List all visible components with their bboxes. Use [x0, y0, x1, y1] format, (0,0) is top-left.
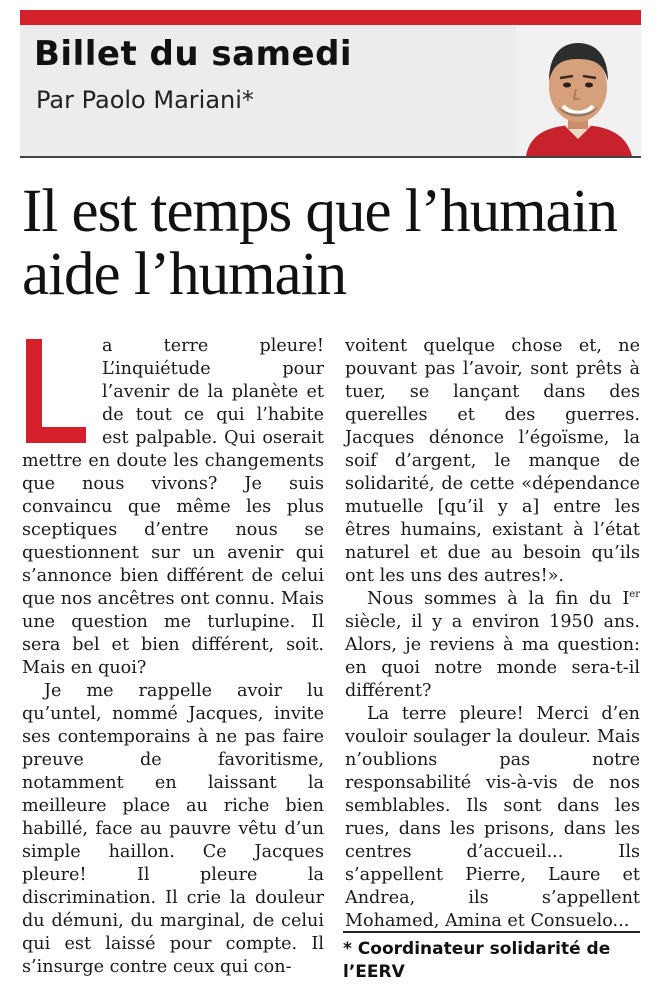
header-divider: [20, 156, 641, 158]
person-portrait-icon: [516, 25, 641, 156]
paragraph-text: siècle, il y a environ 1950 ans. Alors, je reviens à ma question: en quoi notre monde sera-t-il différent?: [345, 612, 640, 701]
article-paragraph: voitent quelque chose et, ne pouvant pas l’avoir, sont prêts à tuer, se lançant dans des querelles et des guerres. Jacques dénonce l’égoïsme, la soif d’argent, le manque de solidarité, de cette «dépendance mutuelle [qu’il y a] entre les êtres humains, existant à l’état naturel et due au besoin qu’ils ont les uns des autres!».: [345, 336, 640, 586]
article-column-right: [345, 335, 640, 933]
footnote-divider: [343, 931, 640, 933]
paragraph-text: Nous sommes à la fin du I: [367, 589, 630, 609]
author-footnote: * Coordinateur solidarité de l’EERV: [343, 939, 611, 982]
top-accent-bar: [20, 10, 641, 25]
article-headline: Il est temps que l’humain aide l’humain: [22, 178, 618, 308]
article-paragraph: La terre pleure! Merci d’en vouloir soulager la douleur. Mais n’oublions pas notre responsabilité vis-à-vis de nos semblables. Ils sont dans les rues, dans les prisons, dans les centres d’accueil... Ils s’appellent Pierre, Laure et Andrea, ils s’appellent Mohamed, Amina et Consuelo...: [345, 704, 640, 931]
author-byline: Par Paolo Mariani*: [36, 86, 254, 114]
column-kicker: Billet du samedi: [34, 34, 353, 74]
dropcap-letter-foot: [26, 427, 86, 443]
dropcap-letter: [22, 339, 92, 447]
article-paragraph: a terre pleure! L’inquiétude pour l’avenir de la planète et de tout ce qui l’habite est palpable. Qui oserait mettre en doute les changements que nous vivons? Je suis convaincu que même les plus sceptiques d’entre nous se questionnent sur un avenir qui s’annonce bien différent de celui que nos ancêtres ont connu. Mais une question me turlupine. Il sera bel et bien différent, soit. Mais en quoi?: [22, 336, 324, 678]
article-paragraph: [345, 588, 640, 703]
article-paragraph: Je me rappelle avoir lu qu’untel, nommé Jacques, invite ses contemporains à ne pas faire preuve de favoritisme, notamment en laissant la meilleure place au riche bien habillé, face au pauvre vêtu d’un simple haillon. Ce Jacques pleure! Il pleure la discrimination. Il crie la douleur du démuni, du marginal, de celui qui est laissé pour compte. Il s’insurge contre ceux qui con-: [22, 681, 324, 977]
article-column-left: [22, 335, 324, 979]
ordinal-superscript: er: [629, 589, 640, 601]
author-portrait: [516, 25, 641, 156]
